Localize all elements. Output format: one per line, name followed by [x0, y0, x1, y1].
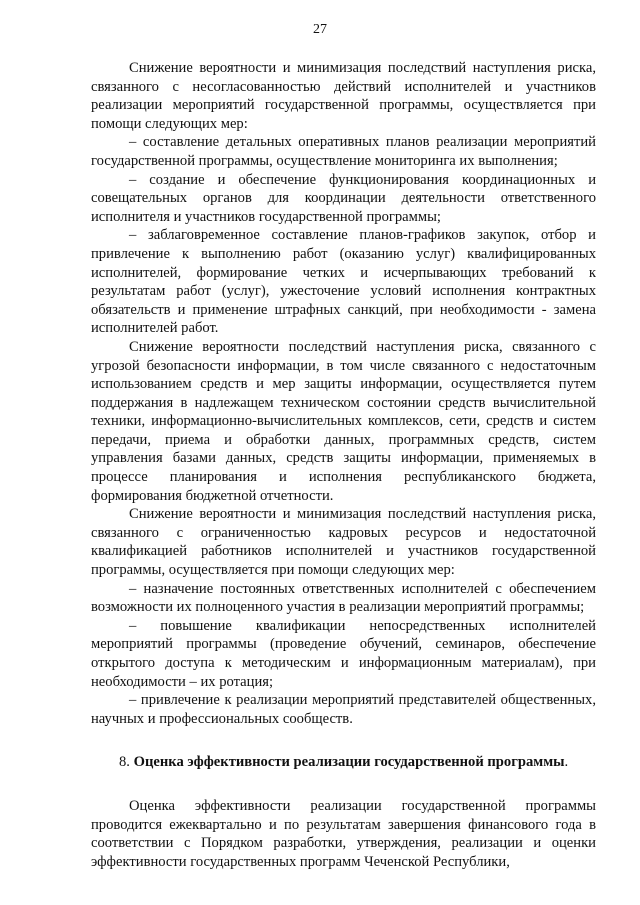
paragraph: Оценка эффективности реализации государственной программы проводится ежеквартально и по результатам завершения финансового года в соответствии с Порядком разработки, утверждения, реализации и оценки эффективности государственных программ Чеченской Республики,	[91, 797, 596, 870]
list-item: – составление детальных оперативных планов реализации мероприятий государственной программы, осуществление мониторинга их выполнения;	[91, 134, 596, 169]
paragraph: Снижение вероятности и минимизация последствий наступления риска, связанного с ограниченностью кадровых ресурсов и недостаточной квалификацией работников исполнителей и участников государственной программы, осуществляется при помощи следующих мер:	[91, 506, 596, 579]
list-item: – заблаговременное составление планов-графиков закупок, отбор и привлечение к выполнению работ (оказанию услуг) квалифицированных исполнителей, формирование четких и исчерпывающих требований к результатам работ (услуг), ужесточение условий исполнения контрактных обязательств и применение штрафных санкций, при необходимости - замена исполнителей работ.	[91, 227, 596, 337]
list-item: – создание и обеспечение функционирования координационных и совещательных органов для координации деятельности ответственного исполнителя и участников государственной программы;	[91, 171, 596, 225]
paragraph: Снижение вероятности последствий наступления риска, связанного с угрозой безопасности информации, в том числе связанного с недостаточным использованием средств и мер защиты информации, осуществляется путем поддержания в надлежащем техническом состоянии средств вычислительной техники, информационно-вычислительных комплексов, сети, средств и систем передачи, приема и обработки данных, программных средств, систем управления базами данных, средств защиты информации, применяемых в процессе планирования и исполнения республиканского бюджета, формирования бюджетной отчетности.	[91, 338, 596, 504]
section-heading	[91, 753, 596, 772]
document-body	[91, 59, 596, 871]
list-item: – назначение постоянных ответственных исполнителей с обеспечением возможности их полноценного участия в реализации мероприятий программы;	[91, 580, 596, 616]
section-number: 8.	[119, 754, 130, 771]
section-title-period: .	[564, 754, 569, 771]
section-title: Оценка эффективности реализации государственной программы	[133, 754, 565, 771]
page-number: 27	[313, 22, 327, 37]
list-item: – привлечение к реализации мероприятий представителей общественных, научных и профессиональных сообществ.	[91, 692, 596, 727]
list-item: – повышение квалификации непосредственных исполнителей мероприятий программы (проведение обучений, семинаров, обеспечение открытого доступа к методическим и информационным материалам), при необходимости – их ротация;	[91, 617, 596, 690]
paragraph: Снижение вероятности и минимизация последствий наступления риска, связанного с несогласованностью действий исполнителей и участников реализации мероприятий государственной программы, осуществляется при помощи следующих мер:	[91, 60, 596, 132]
